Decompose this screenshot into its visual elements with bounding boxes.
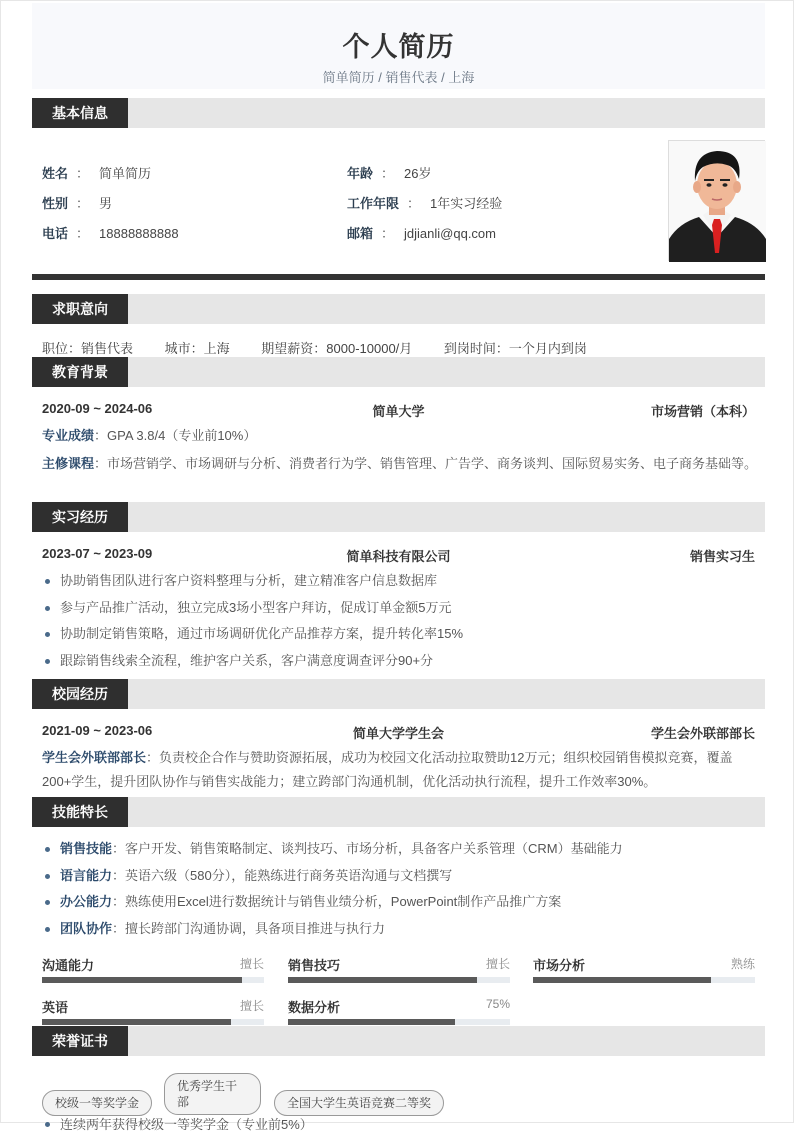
list-item: 销售技能：客户开发、销售策略制定、谈判技巧、市场分析，具备客户关系管理（CRM）基础能力	[42, 839, 762, 866]
progress-fill	[42, 977, 242, 983]
list-item: 协助制定销售策略，通过市场调研优化产品推荐方案，提升转化率15%	[42, 624, 762, 651]
section-header-internship	[32, 502, 765, 532]
gpa-value: ：GPA 3.8/4（专业前10%）	[94, 428, 257, 443]
info-label: 年龄	[347, 166, 374, 181]
campus-entry-header	[42, 723, 755, 741]
section-header-basic	[32, 98, 765, 128]
section-title: 实习经历	[32, 502, 128, 532]
info-label: 工作年限	[347, 196, 400, 211]
progress-track	[42, 977, 264, 983]
progress-track	[288, 977, 510, 983]
progress-fill	[533, 977, 711, 983]
education-school: 简单大学	[372, 404, 425, 419]
internship-company: 简单科技有限公司	[346, 549, 451, 564]
page-subtitle: 简单简历 / 销售代表 / 上海	[322, 70, 475, 85]
education-period: 2020-09 ~ 2024-06	[42, 401, 153, 416]
section-header-intent	[32, 294, 765, 324]
honor-chip: 校级一等奖学金	[42, 1090, 152, 1116]
internship-period: 2023-07 ~ 2023-09	[42, 546, 153, 561]
intent-city: 城市：上海	[164, 341, 230, 356]
resume-header	[32, 3, 765, 89]
internship-role: 销售实习生	[689, 549, 755, 564]
section-header-skills	[32, 797, 765, 827]
honor-chip: 优秀学生干部	[164, 1073, 261, 1115]
gpa-label: 专业成绩	[42, 428, 95, 443]
list-item: 团队协作：擅长跨部门沟通协调，具备项目推进与执行力	[42, 919, 762, 946]
info-label: 姓名	[42, 166, 69, 181]
campus-period: 2021-09 ~ 2023-06	[42, 723, 153, 738]
section-title: 技能特长	[32, 797, 128, 827]
section-header-campus	[32, 679, 765, 709]
avatar-photo	[668, 140, 765, 261]
internship-entry-header	[42, 546, 755, 564]
info-label: 邮箱	[347, 226, 374, 241]
progress-fill	[288, 1019, 455, 1025]
info-label: 电话	[42, 226, 69, 241]
list-item: 协助销售团队进行客户资料整理与分析，建立精准客户信息数据库	[42, 571, 762, 598]
intent-arrival: 到岗时间：一个月内到岗	[443, 341, 587, 356]
skill-bar-sales: 销售技巧 擅长	[288, 955, 510, 995]
skill-bar-english: 英语 擅长	[42, 997, 264, 1037]
skill-bar-market: 市场分析 熟练	[533, 955, 755, 995]
progress-fill	[42, 1019, 231, 1025]
list-item: 跟踪销售线索全流程，维护客户关系，客户满意度调查评分90+分	[42, 651, 762, 678]
intent-position: 职位：销售代表	[42, 341, 134, 356]
section-title: 基本信息	[32, 98, 128, 128]
campus-role: 学生会外联部部长	[650, 726, 755, 741]
list-item: 参与产品推广活动，独立完成3场小型客户拜访，促成订单金额5万元	[42, 598, 762, 625]
info-experience: 工作年限 ： 1年实习经验	[347, 196, 503, 211]
intent-salary: 期望薪资：8000-10000/月	[261, 341, 413, 356]
section-header-honors	[32, 1026, 765, 1056]
courses-value: ：市场营销学、市场调研与分析、消费者行为学、销售管理、广告学、商务谈判、国际贸易实务、电子商务基础等。	[94, 456, 758, 471]
section-title: 求职意向	[32, 294, 128, 324]
list-item: 语言能力：英语六级（580分），能熟练进行商务英语沟通与文档撰写	[42, 866, 762, 893]
info-email: 邮箱 ： jdjianli@qq.com	[347, 226, 496, 241]
courses-label: 主修课程	[42, 456, 95, 471]
education-major: 市场营销（本科）	[650, 404, 755, 419]
skills-list	[42, 839, 762, 945]
skill-bar-communication: 沟通能力 擅长	[42, 955, 264, 995]
info-phone: 电话 ： 18888888888	[42, 226, 179, 241]
skill-bar-data: 数据分析 75%	[288, 997, 510, 1037]
person-avatar-icon	[669, 141, 766, 262]
info-value: 26岁	[404, 166, 432, 181]
info-value: 1年实习经验	[430, 196, 503, 211]
progress-track	[533, 977, 755, 983]
education-entry-header	[42, 401, 755, 419]
honor-chip: 全国大学生英语竞赛二等奖	[274, 1090, 444, 1116]
info-label: 性别	[42, 196, 69, 211]
education-courses	[42, 452, 762, 476]
job-intent-row	[42, 338, 615, 357]
progress-fill	[288, 977, 477, 983]
section-title: 校园经历	[32, 679, 128, 709]
progress-track	[288, 1019, 510, 1025]
info-value: jdjianli@qq.com	[404, 226, 496, 241]
section-divider	[32, 274, 765, 280]
section-header-education	[32, 357, 765, 387]
honor-list-item-cutoff: 连续两年获得校级一等奖学金（专业前5%）	[42, 1114, 313, 1133]
progress-track	[42, 1019, 264, 1025]
campus-description	[42, 746, 742, 794]
education-gpa	[42, 424, 762, 448]
section-title: 荣誉证书	[32, 1026, 128, 1056]
info-gender: 性别 ： 男	[42, 196, 113, 211]
internship-list	[42, 571, 762, 677]
info-name: 姓名 ： 简单简历	[42, 166, 152, 181]
info-value: 18888888888	[99, 226, 179, 241]
campus-desc-label: 学生会外联部部长	[42, 750, 147, 765]
info-value: 男	[99, 196, 113, 211]
info-value: 简单简历	[99, 166, 152, 181]
section-title: 教育背景	[32, 357, 128, 387]
page-title: 个人简历	[342, 32, 455, 62]
list-item: 办公能力：熟练使用Excel进行数据统计与销售业绩分析，PowerPoint制作产品推广方案	[42, 892, 762, 919]
info-age: 年龄 ： 26岁	[347, 166, 432, 181]
campus-desc-value: ：负责校企合作与赞助资源拓展，成功为校园文化活动拉取赞助12万元；组织校园销售模拟竞赛，覆盖200+学生，提升团队协作与销售实战能力；建立跨部门沟通机制，优化活动执行流程，提升工作效率30%。	[42, 750, 733, 789]
campus-org: 简单大学学生会	[352, 726, 444, 741]
